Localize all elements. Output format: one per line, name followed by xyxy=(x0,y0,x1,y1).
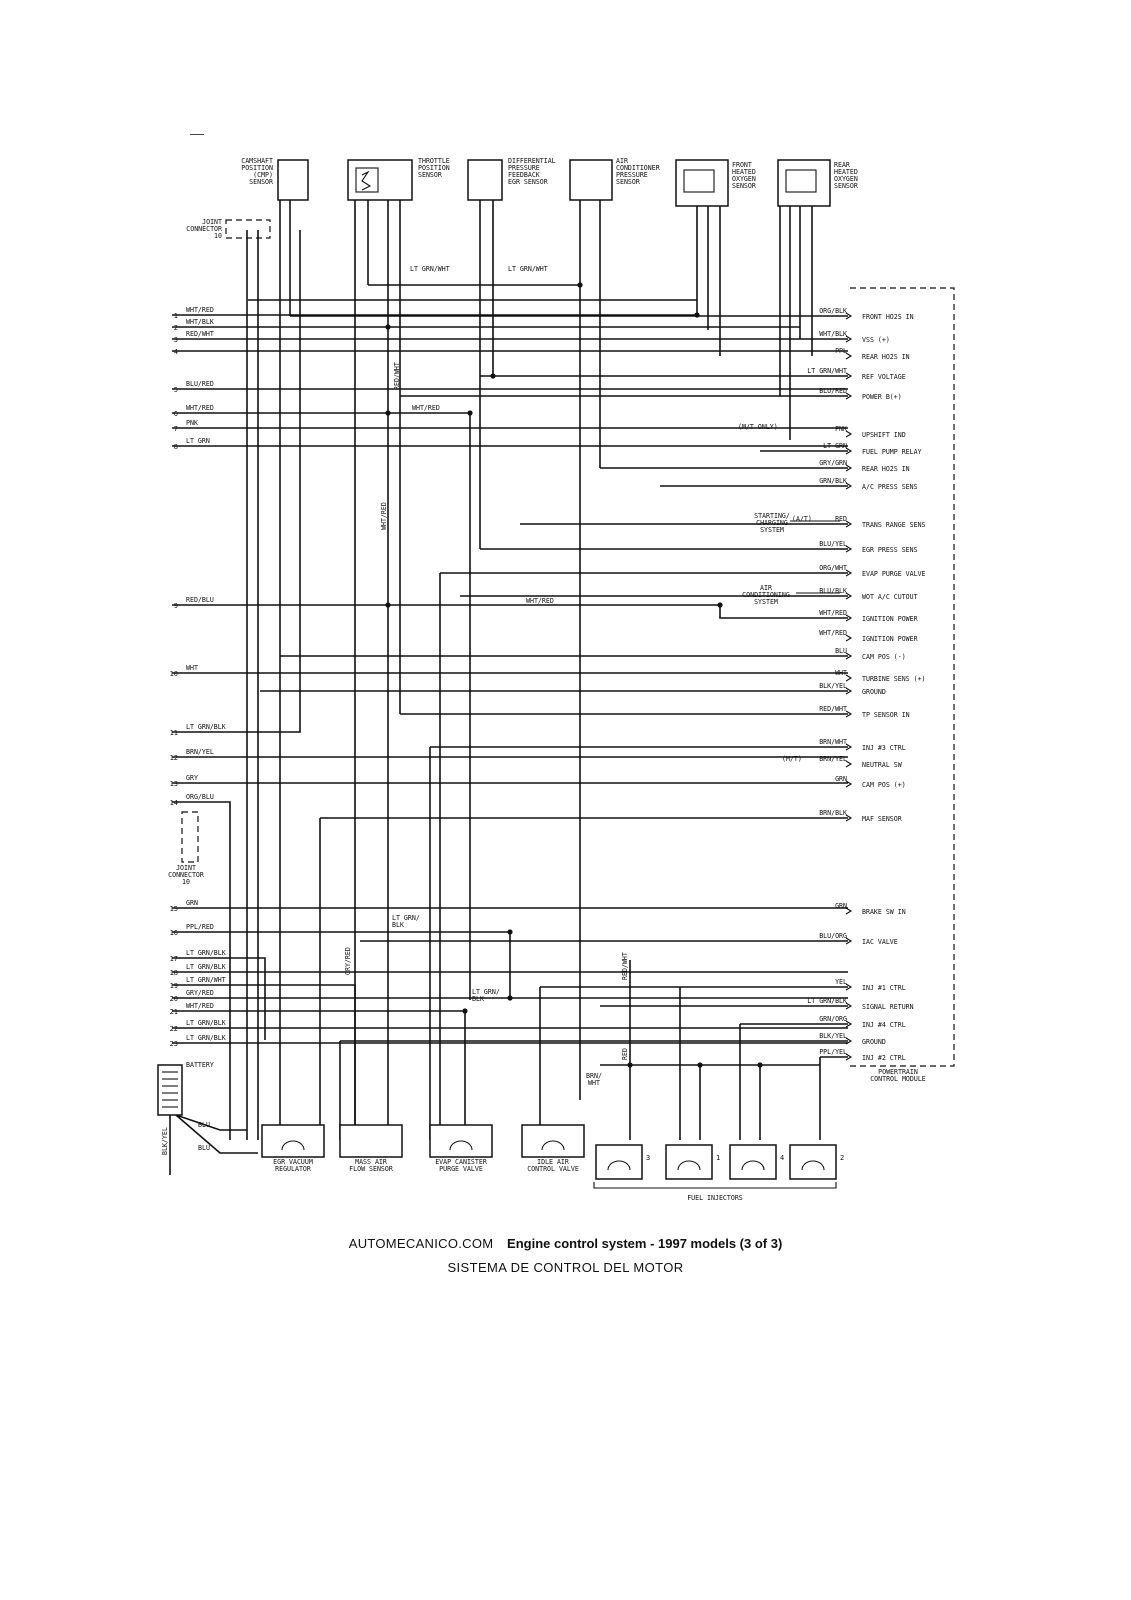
splice-dot xyxy=(717,602,722,607)
pcm-pin-wire-label: RED xyxy=(835,515,847,523)
dpfe-label: DIFFERENTIAL PRESSURE FEEDBACK EGR SENSOR xyxy=(508,157,556,186)
left-pin-number: 10 xyxy=(169,670,178,678)
left-pin-number: 2 xyxy=(173,324,178,332)
fuel-injector-box xyxy=(666,1145,712,1179)
pcm-pin-wire-label: GRN/BLK xyxy=(819,477,847,485)
splice-dot xyxy=(385,410,390,415)
evap-canister-purge-valve-label: EVAP CANISTER PURGE VALVE xyxy=(435,1158,487,1173)
acps-box xyxy=(570,160,612,200)
pcm-pin-wire-label: BRN/WHT xyxy=(819,738,847,746)
fuel-injector-number: 1 xyxy=(716,1154,721,1162)
pcm-pin-wire-label: RED/WHT xyxy=(819,705,847,713)
pcm-pin-signal-label: TRANS RANGE SENS xyxy=(862,521,926,529)
left-pin-wire-label: LT GRN/WHT xyxy=(186,976,226,984)
pcm-pin-wire-label: BLU/ORG xyxy=(819,932,847,940)
fuel-injector-box xyxy=(730,1145,776,1179)
pcm-pin-signal-label: MAF SENSOR xyxy=(862,815,902,823)
left-pin-number: 18 xyxy=(169,969,178,977)
pcm-pin-signal-label: INJ #1 CTRL xyxy=(862,984,906,992)
left-pin-wire-label: LT GRN/BLK xyxy=(186,963,226,971)
dpfe-box xyxy=(468,160,502,200)
fuel-injectors-bracket xyxy=(594,1182,836,1188)
pcm-pin-wire-label: BRN/BLK xyxy=(819,809,847,817)
inline-label: WHT/RED xyxy=(380,502,388,530)
left-pin-wire-label: BRN/YEL xyxy=(186,748,214,756)
note-at: (A/T) xyxy=(792,515,812,523)
inline-label: RED/WHT xyxy=(621,952,629,980)
tps-label: THROTTLE POSITION SENSOR xyxy=(418,157,450,179)
joint-connector-bottom xyxy=(182,812,198,862)
splice-dot xyxy=(627,1062,632,1067)
rear-ho2s-label: REAR HEATED OXYGEN SENSOR xyxy=(834,161,858,190)
pcm-pin-signal-label: IGNITION POWER xyxy=(862,635,918,643)
left-pin-number: 1 xyxy=(173,312,178,320)
left-pin-number: 14 xyxy=(169,799,178,807)
pcm-pin-wire-label: BLU xyxy=(835,647,847,655)
pcm-pin-signal-label: CAM POS (-) xyxy=(862,653,906,661)
left-pin-wire-label: GRN xyxy=(186,899,198,907)
pcm-pin-signal-label: INJ #4 CTRL xyxy=(862,1021,906,1029)
front-ho2s-label: FRONT HEATED OXYGEN SENSOR xyxy=(732,161,756,190)
pcm-pin-signal-label: TURBINE SENS (+) xyxy=(862,675,926,683)
starting-charging-label: STARTING/ CHARGING SYSTEM xyxy=(754,512,790,534)
pcm-pin-signal-label: A/C PRESS SENS xyxy=(862,483,918,491)
inline-label: RED/WHT xyxy=(393,362,401,390)
cmp-sensor-label: CAMSHAFT POSITION (CMP) SENSOR xyxy=(241,157,273,186)
caption-title: Engine control system - 1997 models (3 of 3) xyxy=(507,1236,783,1251)
left-pin-wire-label: GRY/RED xyxy=(186,989,214,997)
splice-dot xyxy=(697,1062,702,1067)
left-pin-number: 4 xyxy=(173,348,178,356)
splice-dot xyxy=(462,1008,467,1013)
egr-vacuum-regulator-label: EGR VACUUM REGULATOR xyxy=(273,1158,313,1173)
inline-label: RED xyxy=(621,1048,629,1060)
pcm-pin-wire-label: GRN xyxy=(835,775,847,783)
left-pin-wire-label: ORG/BLU xyxy=(186,793,214,801)
left-pin-number: 3 xyxy=(173,336,178,344)
pcm-pin-wire-label: GRY/GRN xyxy=(819,459,847,467)
joint-connector-bottom-label: JOINT CONNECTOR 10 xyxy=(168,864,204,886)
battery-label: BATTERY xyxy=(186,1061,214,1069)
left-pin-number: 15 xyxy=(169,905,178,913)
splice-dot xyxy=(507,929,512,934)
pcm-pin-signal-label: TP SENSOR IN xyxy=(862,711,910,719)
inline-label: BRN/ WHT xyxy=(586,1072,602,1087)
left-pin-wire-label: RED/WHT xyxy=(186,330,214,338)
left-pin-wire-label: BLU/RED xyxy=(186,380,214,388)
fuel-injector-number: 3 xyxy=(646,1154,651,1162)
left-pin-wire-label: RED/BLU xyxy=(186,596,214,604)
left-pin-wire-label: WHT/BLK xyxy=(186,318,214,326)
splice-dot xyxy=(385,602,390,607)
inline-label: BLU xyxy=(198,1144,210,1152)
fuel-injector-box xyxy=(596,1145,642,1179)
pcm-pin-wire-label: PPL/YEL xyxy=(819,1048,847,1056)
pcm-pin-wire-label: PNK xyxy=(835,425,847,433)
pcm-pin-wire-label: ORG/BLK xyxy=(819,307,847,315)
left-pin-number: 20 xyxy=(169,995,178,1003)
inline-label: LT GRN/ BLK xyxy=(392,914,420,929)
fuel-injector-box xyxy=(790,1145,836,1179)
left-pin-wire-label: LT GRN xyxy=(186,437,210,445)
inline-label: BLU xyxy=(198,1121,210,1129)
inline-label: LT GRN/WHT xyxy=(508,265,548,273)
left-pin-wire-label: WHT/RED xyxy=(186,306,214,314)
left-pin-number: 9 xyxy=(173,602,178,610)
left-pin-number: 16 xyxy=(169,929,178,937)
pcm-pin-signal-label: FUEL PUMP RELAY xyxy=(862,448,922,456)
splice-dot xyxy=(694,312,699,317)
left-pin-number: 17 xyxy=(169,955,178,963)
splice-dot xyxy=(577,282,582,287)
pcm-pin-signal-label: UPSHIFT IND xyxy=(862,431,906,439)
left-pin-number: 7 xyxy=(173,425,178,433)
pcm-pin-signal-label: REAR HO2S IN xyxy=(862,465,910,473)
pcm-pin-wire-label: WHT/BLK xyxy=(819,330,847,338)
pcm-pin-wire-label: LT GRN/WHT xyxy=(807,367,847,375)
left-pin-wire-label: LT GRN/BLK xyxy=(186,723,226,731)
inline-label: GRY/RED xyxy=(344,947,352,975)
inline-label: LT GRN/ BLK xyxy=(472,988,500,1003)
joint-connector-top xyxy=(226,220,270,238)
splice-dot xyxy=(507,995,512,1000)
pcm-label: POWERTRAIN CONTROL MODULE xyxy=(870,1068,926,1083)
left-pin-number: 21 xyxy=(169,1008,178,1016)
left-pin-wire-label: GRY xyxy=(186,774,198,782)
tps-box xyxy=(348,160,412,200)
left-pin-number: 12 xyxy=(169,754,178,762)
acps-label: AIR CONDITIONER PRESSURE SENSOR xyxy=(616,157,660,186)
left-pin-wire-label: LT GRN/BLK xyxy=(186,949,226,957)
caption-line-1 xyxy=(0,1236,1131,1251)
pcm-pin-wire-label: YEL xyxy=(835,978,847,986)
pcm-pin-wire-label: BLK/YEL xyxy=(819,1032,847,1040)
pcm-pin-signal-label: IGNITION POWER xyxy=(862,615,918,623)
note-mt-only: (M/T ONLY) xyxy=(738,423,778,431)
left-pin-number: 22 xyxy=(169,1025,178,1033)
left-pin-9-wire xyxy=(172,605,848,618)
joint-connector-top-label: JOINT CONNECTOR 10 xyxy=(186,218,222,240)
splice-dot xyxy=(757,1062,762,1067)
left-pin-number: 19 xyxy=(169,982,178,990)
caption-site: AUTOMECANICO.COM xyxy=(348,1236,494,1251)
left-pin-wire-label: PNK xyxy=(186,419,198,427)
pcm-pin-wire-label: GRN/ORG xyxy=(819,1015,847,1023)
inline-label: WHT/RED xyxy=(412,404,440,412)
pcm-pin-signal-label: BRAKE SW IN xyxy=(862,908,906,916)
idle-air-control-valve-label: IDLE AIR CONTROL VALVE xyxy=(527,1158,579,1173)
cmp-sensor-box xyxy=(278,160,308,200)
splice-dot xyxy=(490,373,495,378)
fuel-injector-number: 2 xyxy=(840,1154,845,1162)
pcm-pin-wire-label: PPL xyxy=(835,347,847,355)
pcm-pin-wire-label: LT GRN/BLK xyxy=(807,997,847,1005)
pcm-pin-signal-label: INJ #2 CTRL xyxy=(862,1054,906,1062)
air-conditioning-label: AIR CONDITIONING SYSTEM xyxy=(742,584,790,606)
pcm-pin-signal-label: WOT A/C CUTOUT xyxy=(862,593,918,601)
pcm-pin-wire-label: LT GRN xyxy=(823,442,847,450)
inline-label: WHT/RED xyxy=(526,597,554,605)
left-pin-wire-label: PPL/RED xyxy=(186,923,214,931)
pcm-pin-signal-label: CAM POS (+) xyxy=(862,781,906,789)
left-pin-wire-label: LT GRN/BLK xyxy=(186,1034,226,1042)
left-pin-wire-label: WHT/RED xyxy=(186,1002,214,1010)
pcm-pin-wire-label: GRN xyxy=(835,902,847,910)
pcm-pin-signal-label: FRONT HO2S IN xyxy=(862,313,914,321)
pcm-pin-wire-label: WHT/RED xyxy=(819,609,847,617)
splice-dot xyxy=(385,324,390,329)
inline-label: LT GRN/WHT xyxy=(410,265,450,273)
pcm-pin-wire-label: BRN/YEL xyxy=(819,755,847,763)
left-pin-number: 13 xyxy=(169,780,178,788)
left-pin-wire-label: WHT xyxy=(186,664,198,672)
pcm-pin-signal-label: POWER B(+) xyxy=(862,393,902,401)
pcm-pin-signal-label: REF VOLTAGE xyxy=(862,373,906,381)
note-mt: (M/T) xyxy=(782,755,802,763)
left-pin-wire-label: WHT/RED xyxy=(186,404,214,412)
pcm-pin-wire-label: BLU/BLK xyxy=(819,587,847,595)
left-pin-number: 6 xyxy=(173,410,178,418)
pcm-pin-signal-label: SIGNAL RETURN xyxy=(862,1003,914,1011)
caption-subtitle: SISTEMA DE CONTROL DEL MOTOR xyxy=(447,1260,684,1275)
pcm-pin-wire-label: BLU/RED xyxy=(819,387,847,395)
left-pin-number: 23 xyxy=(169,1040,178,1048)
inline-label: BLK/YEL xyxy=(161,1127,169,1155)
pcm-pin-signal-label: REAR HO2S IN xyxy=(862,353,910,361)
pcm-pin-signal-label: GROUND xyxy=(862,688,886,696)
fuel-injector-number: 4 xyxy=(780,1154,785,1162)
pcm-pin-wire-label: BLU/YEL xyxy=(819,540,847,548)
battery-blu-wire-1 xyxy=(176,1115,247,1130)
splice-dot xyxy=(467,410,472,415)
mass-air-flow-sensor-label: MASS AIR FLOW SENSOR xyxy=(349,1158,393,1173)
pcm-pin-signal-label: EGR PRESS SENS xyxy=(862,546,918,554)
left-pin-number: 5 xyxy=(173,386,178,394)
pcm-pin-wire-label: BLK/YEL xyxy=(819,682,847,690)
pcm-pin-signal-label: IAC VALVE xyxy=(862,938,898,946)
pcm-pin-signal-label: VSS (+) xyxy=(862,336,890,344)
fuel-injectors-label: FUEL INJECTORS xyxy=(687,1194,743,1202)
left-pin-number: 11 xyxy=(169,729,178,737)
left-pin-wire-label: LT GRN/BLK xyxy=(186,1019,226,1027)
pcm-pin-signal-label: INJ #3 CTRL xyxy=(862,744,906,752)
mass-air-flow-sensor-box xyxy=(340,1125,402,1157)
left-pin-number: 8 xyxy=(173,443,178,451)
pcm-pin-wire-label: WHT/RED xyxy=(819,629,847,637)
pcm-pin-signal-label: NEUTRAL SW xyxy=(862,761,902,769)
battery-blu-wire-2 xyxy=(176,1115,258,1153)
pcm-pin-signal-label: EVAP PURGE VALVE xyxy=(862,570,926,578)
pcm-pin-wire-label: WHT xyxy=(835,669,847,677)
pcm-pin-wire-label: ORG/WHT xyxy=(819,564,847,572)
pcm-pin-signal-label: GROUND xyxy=(862,1038,886,1046)
